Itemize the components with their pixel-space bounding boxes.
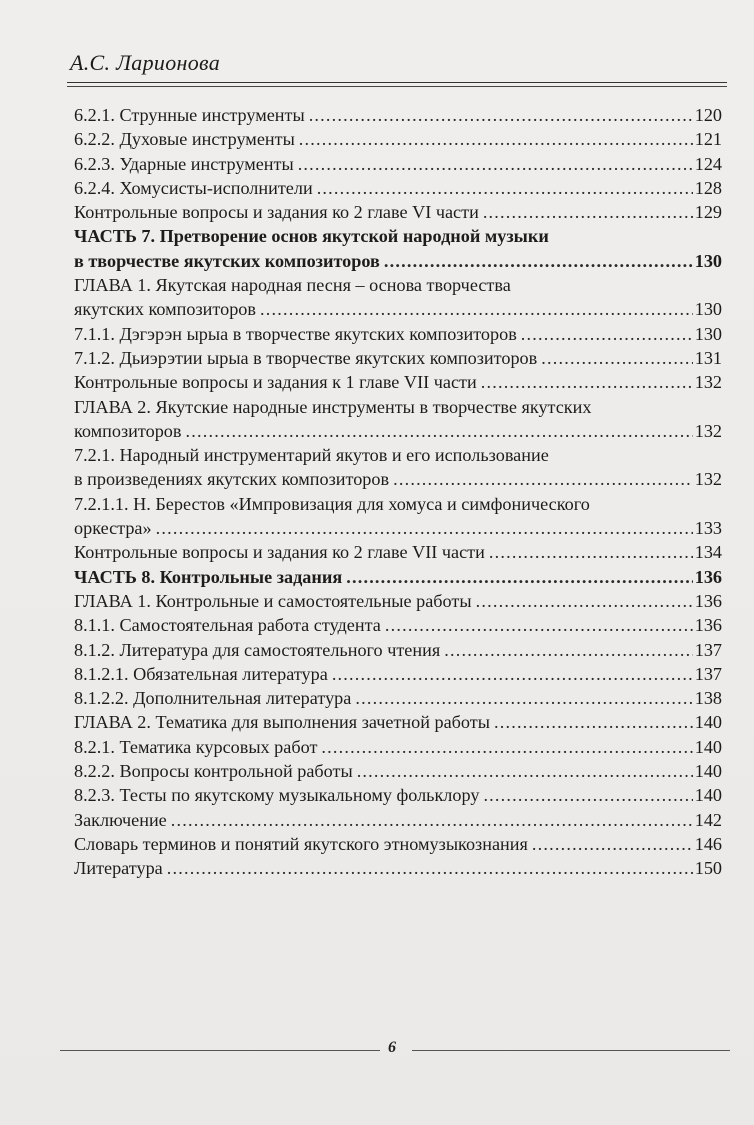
toc-entry-line: [74, 759, 722, 783]
toc-entry-line: [74, 467, 722, 491]
toc-entry-line: [74, 662, 722, 686]
toc-entry-line: [74, 832, 722, 856]
toc-page-number: 137: [694, 639, 722, 660]
toc-page-number: 121: [694, 129, 722, 150]
toc-entry: [74, 589, 722, 613]
toc-entry-line: [74, 613, 722, 637]
footer-page-number: 6: [388, 1039, 396, 1056]
toc-entry-title: ГЛАВА 2. Якутские народные инструменты в творчестве якутских: [74, 396, 592, 417]
toc-entry-title: оркестра»: [74, 518, 152, 539]
toc-entry-title: 6.2.2. Духовые инструменты: [74, 129, 295, 150]
toc-entry-title: Литература: [74, 858, 163, 879]
dot-leader: [346, 565, 693, 589]
toc-entry-line: [74, 710, 722, 734]
toc-entry: [74, 565, 722, 589]
toc-entry-title: ЧАСТЬ 8. Контрольные задания: [74, 566, 343, 587]
toc-entry-line: [74, 152, 722, 176]
toc-page-number: 120: [694, 105, 722, 125]
footer-rule-left: [60, 1050, 380, 1051]
dot-leader: [483, 783, 692, 807]
toc-page-number: 133: [694, 518, 722, 539]
toc-entry: [74, 492, 722, 541]
dot-leader: [260, 297, 693, 321]
dot-leader: [494, 710, 693, 734]
toc-page-number: 140: [694, 785, 722, 806]
dot-leader: [476, 589, 693, 613]
toc-entry-line: [74, 322, 722, 346]
dot-leader: [298, 152, 693, 176]
toc-page-number: 136: [694, 566, 722, 587]
toc-entry-title: 6.2.3. Ударные инструменты: [74, 153, 294, 174]
toc-entry-title: в произведениях якутских композиторов: [74, 469, 390, 490]
dot-leader: [541, 346, 692, 370]
toc-page-number: 131: [694, 347, 722, 368]
toc-entry-title: Словарь терминов и понятий якутского этномузыкознания: [74, 833, 528, 854]
toc-page-number: 124: [694, 153, 722, 174]
toc-entry: [74, 832, 722, 856]
toc-page-number: 137: [694, 663, 722, 684]
toc-entry: [74, 686, 722, 710]
toc-entry-title: композиторов: [74, 420, 182, 441]
toc-entry: [74, 224, 722, 273]
toc-entry-line: [74, 856, 722, 880]
toc-page-number: 132: [694, 469, 722, 490]
dot-leader: [393, 467, 693, 491]
toc-entry: [74, 176, 722, 200]
toc-entry-line: [74, 224, 722, 248]
dot-leader: [321, 735, 692, 759]
toc-entry-title: ГЛАВА 1. Контрольные и самостоятельные работы: [74, 590, 472, 611]
toc-page-number: 150: [694, 858, 722, 879]
toc-entry: [74, 783, 722, 807]
toc-entry: [74, 346, 722, 370]
toc-entry: [74, 370, 722, 394]
toc-page-number: 136: [694, 615, 722, 636]
toc-entry-line: [74, 370, 722, 394]
toc-entry: [74, 662, 722, 686]
toc-entry-line: [74, 297, 722, 321]
toc-entry-line: [74, 589, 722, 613]
dot-leader: [167, 856, 693, 880]
toc-entry: [74, 856, 722, 880]
toc-page-number: 132: [694, 420, 722, 441]
toc-entry-title: Заключение: [74, 809, 167, 830]
toc-page-number: 129: [694, 202, 722, 223]
dot-leader: [299, 127, 693, 151]
toc-entry-line: [74, 735, 722, 759]
toc-entry-line: [74, 686, 722, 710]
toc-entry-title: 8.1.2.1. Обязательная литература: [74, 663, 328, 684]
toc-entry-title: 7.1.1. Дэгэрэн ырыа в творчестве якутских композиторов: [74, 323, 517, 344]
footer-rule-right: [412, 1050, 730, 1051]
toc-entry-line: [74, 273, 722, 297]
toc-entry: [74, 395, 722, 444]
toc-entry: [74, 152, 722, 176]
toc-entry-line: [74, 516, 722, 540]
dot-leader: [384, 249, 693, 273]
toc-entry-line: [74, 783, 722, 807]
toc-entry-title: якутских композиторов: [74, 299, 256, 320]
toc-entry-title: в творчестве якутских композиторов: [74, 250, 380, 271]
toc-page-number: 130: [694, 250, 722, 271]
toc-entry-line: [74, 492, 722, 516]
running-header-author: А.С. Ларионова: [70, 50, 221, 75]
toc-entry-line: [74, 808, 722, 832]
toc-entry-line: [74, 176, 722, 200]
toc-entry-title: Контрольные вопросы и задания ко 2 главе VI части: [74, 202, 479, 223]
toc-page-number: 142: [694, 809, 722, 830]
toc-entry-title: 6.2.1. Струнные инструменты: [74, 105, 305, 125]
toc-entry-title: 7.1.2. Дьиэрэтии ырыа в творчестве якутских композиторов: [74, 347, 538, 368]
toc-entry-title: ГЛАВА 2. Тематика для выполнения зачетной работы: [74, 712, 490, 733]
toc-entry-line: [74, 638, 722, 662]
toc-page-number: 130: [694, 323, 722, 344]
toc-entry: [74, 273, 722, 322]
dot-leader: [489, 540, 693, 564]
dot-leader: [355, 686, 692, 710]
dot-leader: [444, 638, 693, 662]
toc-entry-title: 8.2.2. Вопросы контрольной работы: [74, 761, 353, 782]
toc-entry-line: [74, 565, 722, 589]
dot-leader: [309, 103, 693, 127]
toc-entry-title: Контрольные вопросы и задания к 1 главе VII части: [74, 372, 477, 393]
toc-entry-line: [74, 395, 722, 419]
table-of-contents: [74, 103, 722, 881]
toc-page-number: 128: [694, 177, 722, 198]
toc-entry-title: ЧАСТЬ 7. Претворение основ якутской народной музыки: [74, 226, 549, 247]
toc-entry-line: [74, 540, 722, 564]
dot-leader: [171, 808, 693, 832]
toc-page-number: 140: [694, 736, 722, 757]
toc-page-number: 136: [694, 590, 722, 611]
toc-page-number: 134: [694, 542, 722, 563]
toc-entry: [74, 540, 722, 564]
toc-entry: [74, 808, 722, 832]
toc-entry-title: 7.2.1. Народный инструментарий якутов и его использование: [74, 445, 549, 466]
toc-entry: [74, 613, 722, 637]
dot-leader: [481, 370, 693, 394]
toc-entry-title: 8.2.1. Тематика курсовых работ: [74, 736, 318, 757]
dot-leader: [332, 662, 693, 686]
toc-entry-title: Контрольные вопросы и задания ко 2 главе VII части: [74, 542, 485, 563]
toc-entry-title: 8.1.1. Самостоятельная работа студента: [74, 615, 381, 636]
toc-page-number: 130: [694, 299, 722, 320]
toc-entry-line: [74, 443, 722, 467]
dot-leader: [156, 516, 693, 540]
dot-leader: [357, 759, 693, 783]
toc-entry-line: [74, 200, 722, 224]
toc-entry-title: 8.1.2.2. Дополнительная литература: [74, 688, 352, 709]
toc-entry: [74, 759, 722, 783]
toc-entry-title: 6.2.4. Хомусисты-исполнители: [74, 177, 313, 198]
dot-leader: [521, 322, 693, 346]
dot-leader: [483, 200, 693, 224]
toc-entry-line: [74, 249, 722, 273]
dot-leader: [186, 419, 693, 443]
toc-entry: [74, 443, 722, 492]
header-rule: [67, 82, 727, 87]
toc-entry-line: [74, 103, 722, 127]
toc-entry: [74, 322, 722, 346]
toc-entry-title: 8.1.2. Литература для самостоятельного чтения: [74, 639, 441, 660]
toc-page-number: 140: [694, 712, 722, 733]
toc-entry: [74, 200, 722, 224]
toc-page-number: 146: [694, 833, 722, 854]
toc-page-number: 132: [694, 372, 722, 393]
toc-entry: [74, 103, 722, 127]
toc-entry: [74, 127, 722, 151]
toc-entry: [74, 735, 722, 759]
toc-entry-line: [74, 419, 722, 443]
toc-page-number: 138: [694, 688, 722, 709]
toc-entry-title: 8.2.3. Тесты по якутскому музыкальному фольклору: [74, 785, 480, 806]
toc-entry: [74, 710, 722, 734]
toc-entry-line: [74, 346, 722, 370]
dot-leader: [317, 176, 693, 200]
toc-page-number: 140: [694, 761, 722, 782]
toc-entry-line: [74, 127, 722, 151]
dot-leader: [532, 832, 693, 856]
toc-entry-title: 7.2.1.1. Н. Берестов «Импровизация для хомуса и симфонического: [74, 493, 590, 514]
toc-entry: [74, 638, 722, 662]
toc-entry-title: ГЛАВА 1. Якутская народная песня – основа творчества: [74, 275, 511, 296]
dot-leader: [385, 613, 693, 637]
